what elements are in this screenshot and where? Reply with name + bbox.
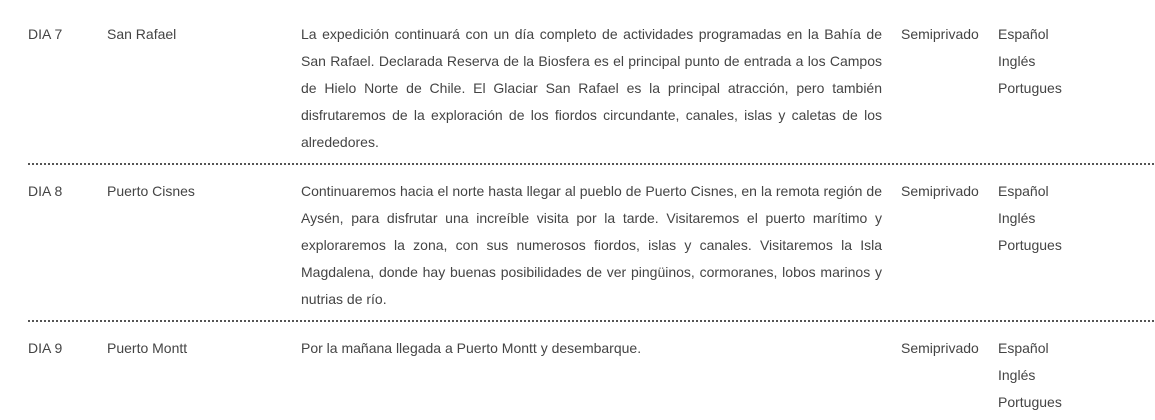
- day-description: Continuaremos hacia el norte hasta llegar al pueblo de Puerto Cisnes, en la remota región de Aysén, para disfrutar una increíble visita por la tarde. Visitaremos el puerto marítimo y exploraremos la zona, con sus numerosos fiordos, islas y canales. Visitaremos la Isla Magdalena, donde hay buenas posibilidades de ver pingüinos, cormoranes, lobos marinos y nutrias de río.: [301, 183, 882, 307]
- language-item: Inglés: [998, 53, 1036, 69]
- language-item: Portugues: [998, 80, 1062, 96]
- language-item: Español: [998, 340, 1049, 356]
- day-description: Por la mañana llegada a Puerto Montt y desembarque.: [301, 340, 642, 356]
- place-name: Puerto Montt: [107, 340, 188, 356]
- language-item: Inglés: [998, 367, 1036, 383]
- language-item: Español: [998, 183, 1049, 199]
- language-item: Portugues: [998, 237, 1062, 253]
- language-list: [998, 178, 1118, 259]
- row-divider: [28, 320, 1154, 322]
- day-label: DIA 8: [28, 183, 63, 199]
- itinerary-row: [28, 21, 1154, 164]
- language-item: Portugues: [998, 394, 1062, 410]
- service-type: Semiprivado: [901, 26, 979, 42]
- itinerary-row: [28, 178, 1154, 321]
- language-item: Inglés: [998, 210, 1036, 226]
- language-list: [998, 335, 1118, 416]
- row-divider: [28, 163, 1154, 165]
- language-list: [998, 21, 1118, 102]
- service-type: Semiprivado: [901, 340, 979, 356]
- language-item: Español: [998, 26, 1049, 42]
- day-description: La expedición continuará con un día completo de actividades programadas en la Bahía de San Rafael. Declarada Reserva de la Biosfera es el principal punto de entrada a los Campos de Hielo Norte de Chile. El Glaciar San Rafael es la principal atracción, pero también disfrutaremos de la exploración de los fiordos circundante, canales, islas y caletas de los alrededores.: [301, 26, 882, 150]
- itinerary-row: [28, 335, 1154, 420]
- place-name: Puerto Cisnes: [107, 183, 195, 199]
- place-name: San Rafael: [107, 26, 177, 42]
- day-label: DIA 7: [28, 26, 63, 42]
- day-label: DIA 9: [28, 340, 63, 356]
- service-type: Semiprivado: [901, 183, 979, 199]
